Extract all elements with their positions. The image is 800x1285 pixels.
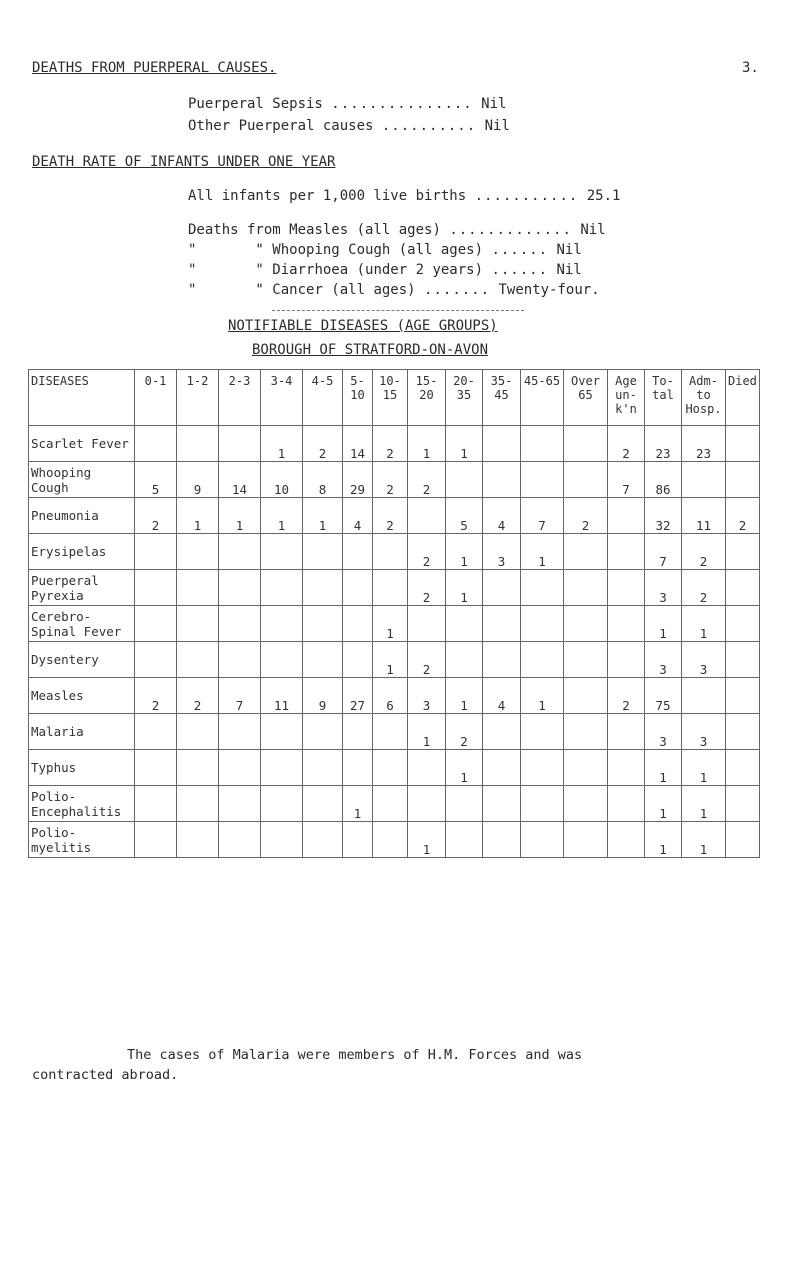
table-cell bbox=[177, 534, 219, 570]
table-cell bbox=[564, 606, 608, 642]
table-cell bbox=[303, 570, 343, 606]
other-puerperal-label: Other Puerperal causes bbox=[188, 118, 374, 134]
table-cell: 2 bbox=[408, 462, 446, 498]
table-cell bbox=[446, 642, 483, 678]
other-puerperal-line bbox=[188, 118, 510, 134]
table-cell bbox=[682, 678, 726, 714]
table-cell: 27 bbox=[343, 678, 373, 714]
table-header-row bbox=[29, 370, 760, 426]
table-row bbox=[29, 570, 760, 606]
deaths-measles-line bbox=[188, 222, 606, 238]
table-cell: 2 bbox=[177, 678, 219, 714]
table-cell bbox=[564, 714, 608, 750]
table-cell bbox=[483, 426, 521, 462]
table-cell bbox=[564, 462, 608, 498]
table-cell bbox=[219, 822, 261, 858]
leader-dots: ....... bbox=[424, 282, 491, 298]
table-cell bbox=[408, 498, 446, 534]
table-row bbox=[29, 822, 760, 858]
table-cell bbox=[564, 750, 608, 786]
table-cell: 8 bbox=[303, 462, 343, 498]
table-cell bbox=[564, 570, 608, 606]
table-cell: 5 bbox=[446, 498, 483, 534]
table-cell bbox=[521, 606, 564, 642]
other-puerperal-value: Nil bbox=[484, 118, 510, 134]
table-cell bbox=[408, 750, 446, 786]
leader-dots: ...... bbox=[491, 242, 549, 258]
disease-name: Dysentery bbox=[29, 642, 135, 678]
table-cell bbox=[608, 822, 645, 858]
table-cell bbox=[483, 750, 521, 786]
deaths-cancer-line bbox=[188, 282, 600, 298]
table-cell: 1 bbox=[373, 642, 408, 678]
table-cell bbox=[564, 678, 608, 714]
table-cell: 2 bbox=[564, 498, 608, 534]
table-cell bbox=[135, 750, 177, 786]
table-cell: 1 bbox=[446, 534, 483, 570]
leader-dots: ........... bbox=[474, 188, 579, 204]
deaths-value: Twenty-four. bbox=[498, 282, 600, 298]
table-cell: 1 bbox=[219, 498, 261, 534]
table-cell bbox=[177, 426, 219, 462]
table-cell bbox=[177, 786, 219, 822]
table-cell bbox=[261, 750, 303, 786]
table-cell bbox=[726, 822, 760, 858]
disease-name: Polio-myelitis bbox=[29, 822, 135, 858]
table-cell bbox=[135, 714, 177, 750]
table-cell bbox=[726, 462, 760, 498]
column-header: 15-20 bbox=[408, 370, 446, 426]
table-cell bbox=[261, 570, 303, 606]
table-cell bbox=[521, 426, 564, 462]
table-cell: 9 bbox=[303, 678, 343, 714]
deaths-label: Diarrhoea (under 2 years) bbox=[272, 262, 484, 278]
separator-rule bbox=[272, 310, 524, 311]
table-cell bbox=[483, 714, 521, 750]
table-cell: 1 bbox=[261, 426, 303, 462]
table-cell: 1 bbox=[645, 786, 682, 822]
table-cell bbox=[726, 678, 760, 714]
table-cell: 3 bbox=[682, 714, 726, 750]
table-cell bbox=[408, 786, 446, 822]
table-cell: 3 bbox=[645, 570, 682, 606]
table-cell bbox=[726, 642, 760, 678]
table-cell: 5 bbox=[135, 462, 177, 498]
leader-dots: .......... bbox=[381, 118, 477, 134]
table-cell bbox=[343, 822, 373, 858]
table-cell bbox=[135, 786, 177, 822]
table-cell: 2 bbox=[373, 426, 408, 462]
table-cell bbox=[177, 570, 219, 606]
infant-rate-value: 25.1 bbox=[586, 188, 621, 204]
table-cell: 1 bbox=[446, 570, 483, 606]
disease-name: Pneumonia bbox=[29, 498, 135, 534]
table-cell bbox=[303, 786, 343, 822]
table-cell bbox=[726, 426, 760, 462]
table-cell bbox=[608, 642, 645, 678]
disease-name: Typhus bbox=[29, 750, 135, 786]
column-header: Adm-to Hosp. bbox=[682, 370, 726, 426]
table-row bbox=[29, 462, 760, 498]
table-cell bbox=[446, 606, 483, 642]
table-cell bbox=[682, 462, 726, 498]
table-cell bbox=[373, 750, 408, 786]
column-header: 45-65 bbox=[521, 370, 564, 426]
table-cell: 2 bbox=[303, 426, 343, 462]
table-cell: 3 bbox=[645, 642, 682, 678]
table-cell bbox=[726, 786, 760, 822]
table-cell: 1 bbox=[373, 606, 408, 642]
table-cell: 6 bbox=[373, 678, 408, 714]
page-heading: DEATHS FROM PUERPERAL CAUSES. bbox=[32, 60, 277, 76]
table-cell bbox=[303, 714, 343, 750]
notifiable-heading: NOTIFIABLE DISEASES (AGE GROUPS) bbox=[228, 318, 498, 334]
table-body bbox=[29, 426, 760, 858]
table-cell: 86 bbox=[645, 462, 682, 498]
table-cell: 3 bbox=[483, 534, 521, 570]
table-cell bbox=[726, 606, 760, 642]
leader-dots: ...... bbox=[491, 262, 549, 278]
table-cell: 1 bbox=[521, 678, 564, 714]
column-header: 20-35 bbox=[446, 370, 483, 426]
table-cell: 1 bbox=[521, 534, 564, 570]
table-row bbox=[29, 426, 760, 462]
table-cell bbox=[261, 714, 303, 750]
table-cell bbox=[303, 642, 343, 678]
table-cell bbox=[564, 534, 608, 570]
table-cell bbox=[177, 714, 219, 750]
table-cell: 1 bbox=[645, 606, 682, 642]
table-cell bbox=[446, 822, 483, 858]
table-cell: 23 bbox=[682, 426, 726, 462]
table-cell bbox=[261, 822, 303, 858]
table-cell: 1 bbox=[303, 498, 343, 534]
table-cell bbox=[483, 822, 521, 858]
column-header: 3-4 bbox=[261, 370, 303, 426]
table-cell: 2 bbox=[373, 462, 408, 498]
disease-name: Scarlet Fever bbox=[29, 426, 135, 462]
table-cell: 14 bbox=[343, 426, 373, 462]
table-cell: 2 bbox=[682, 570, 726, 606]
table-cell bbox=[521, 822, 564, 858]
table-cell bbox=[726, 570, 760, 606]
table-cell: 11 bbox=[682, 498, 726, 534]
table-cell: 1 bbox=[343, 786, 373, 822]
deaths-diarrhoea-line bbox=[188, 262, 582, 278]
infant-rate-line bbox=[188, 188, 620, 204]
table-cell bbox=[135, 570, 177, 606]
table-cell: 7 bbox=[219, 678, 261, 714]
table-cell bbox=[135, 606, 177, 642]
table-row bbox=[29, 642, 760, 678]
table-cell bbox=[608, 534, 645, 570]
deaths-value: Nil bbox=[556, 262, 582, 278]
table-cell bbox=[564, 642, 608, 678]
table-cell: 7 bbox=[608, 462, 645, 498]
table-cell: 1 bbox=[682, 750, 726, 786]
borough-subheading: BOROUGH OF STRATFORD-ON-AVON bbox=[252, 342, 489, 358]
table-cell bbox=[608, 498, 645, 534]
table-cell bbox=[373, 534, 408, 570]
table-cell bbox=[135, 822, 177, 858]
table-cell bbox=[608, 786, 645, 822]
table-cell bbox=[446, 786, 483, 822]
table-cell bbox=[261, 606, 303, 642]
table-row bbox=[29, 714, 760, 750]
table-cell: 2 bbox=[446, 714, 483, 750]
table-cell bbox=[373, 570, 408, 606]
table-cell bbox=[564, 426, 608, 462]
table-cell: 2 bbox=[135, 498, 177, 534]
table-cell: 1 bbox=[446, 678, 483, 714]
table-cell bbox=[483, 606, 521, 642]
table-cell: 1 bbox=[682, 606, 726, 642]
table-cell: 1 bbox=[408, 714, 446, 750]
table-cell bbox=[303, 606, 343, 642]
table-cell bbox=[564, 822, 608, 858]
table-cell: 1 bbox=[682, 786, 726, 822]
column-header: 0-1 bbox=[135, 370, 177, 426]
table-cell bbox=[219, 714, 261, 750]
column-header: 4-5 bbox=[303, 370, 343, 426]
table-cell: 4 bbox=[343, 498, 373, 534]
puerperal-sepsis-label: Puerperal Sepsis bbox=[188, 96, 323, 112]
table-cell bbox=[608, 606, 645, 642]
table-cell: 1 bbox=[408, 426, 446, 462]
table-cell bbox=[608, 750, 645, 786]
table-cell bbox=[373, 714, 408, 750]
table-cell: 1 bbox=[645, 822, 682, 858]
disease-name: Erysipelas bbox=[29, 534, 135, 570]
table-cell bbox=[408, 606, 446, 642]
table-cell bbox=[343, 534, 373, 570]
table-cell: 4 bbox=[483, 498, 521, 534]
table-cell bbox=[177, 642, 219, 678]
column-header: Age un-k'n bbox=[608, 370, 645, 426]
table-cell bbox=[135, 534, 177, 570]
table-cell bbox=[521, 786, 564, 822]
table-cell bbox=[521, 570, 564, 606]
notifiable-diseases-table bbox=[28, 369, 760, 858]
table-cell bbox=[373, 822, 408, 858]
table-cell: 2 bbox=[608, 426, 645, 462]
table-cell: 2 bbox=[408, 534, 446, 570]
table-row bbox=[29, 498, 760, 534]
table-cell: 2 bbox=[726, 498, 760, 534]
table-cell bbox=[219, 570, 261, 606]
table-cell: 2 bbox=[408, 642, 446, 678]
table-cell bbox=[483, 570, 521, 606]
deaths-value: Nil bbox=[580, 222, 606, 238]
table-cell bbox=[261, 642, 303, 678]
table-cell bbox=[219, 534, 261, 570]
deaths-label: Cancer (all ages) bbox=[272, 282, 416, 298]
column-header: 1-2 bbox=[177, 370, 219, 426]
infant-death-rate-heading: DEATH RATE OF INFANTS UNDER ONE YEAR bbox=[32, 154, 336, 170]
table-cell bbox=[303, 750, 343, 786]
table-cell: 9 bbox=[177, 462, 219, 498]
table-cell: 7 bbox=[645, 534, 682, 570]
table-cell bbox=[219, 426, 261, 462]
table-cell: 11 bbox=[261, 678, 303, 714]
table-cell: 1 bbox=[645, 750, 682, 786]
table-cell bbox=[373, 786, 408, 822]
table-cell bbox=[521, 642, 564, 678]
table-cell bbox=[483, 462, 521, 498]
column-header: To-tal bbox=[645, 370, 682, 426]
table-cell bbox=[726, 750, 760, 786]
table-row bbox=[29, 534, 760, 570]
table-cell bbox=[446, 462, 483, 498]
table-cell: 32 bbox=[645, 498, 682, 534]
column-header: 5-10 bbox=[343, 370, 373, 426]
table-cell bbox=[303, 534, 343, 570]
table-row bbox=[29, 786, 760, 822]
deaths-label: Measles (all ages) bbox=[289, 222, 441, 238]
table-cell bbox=[219, 786, 261, 822]
table-cell bbox=[343, 714, 373, 750]
table-cell bbox=[303, 822, 343, 858]
column-header-diseases: DISEASES bbox=[29, 370, 135, 426]
table-cell: 75 bbox=[645, 678, 682, 714]
table-cell: 4 bbox=[483, 678, 521, 714]
table-cell bbox=[608, 570, 645, 606]
table-cell bbox=[608, 714, 645, 750]
table-cell: 29 bbox=[343, 462, 373, 498]
table-cell bbox=[177, 750, 219, 786]
table-row bbox=[29, 606, 760, 642]
table-cell bbox=[177, 822, 219, 858]
disease-name: Polio-Encephalitis bbox=[29, 786, 135, 822]
table-cell bbox=[135, 426, 177, 462]
table-cell: 2 bbox=[135, 678, 177, 714]
leader-dots: ............. bbox=[449, 222, 572, 238]
table-cell bbox=[521, 750, 564, 786]
table-cell bbox=[177, 606, 219, 642]
table-cell bbox=[521, 462, 564, 498]
table-cell: 1 bbox=[682, 822, 726, 858]
page-number: 3. bbox=[742, 60, 759, 76]
table-cell bbox=[726, 714, 760, 750]
table-cell: 3 bbox=[682, 642, 726, 678]
table-cell: 2 bbox=[408, 570, 446, 606]
table-cell bbox=[261, 786, 303, 822]
footnote-line-2: contracted abroad. bbox=[32, 1067, 179, 1083]
table-cell: 7 bbox=[521, 498, 564, 534]
table-cell bbox=[135, 642, 177, 678]
table-cell: 2 bbox=[608, 678, 645, 714]
table-cell bbox=[343, 606, 373, 642]
leader-dots: ............... bbox=[331, 96, 473, 112]
column-header: Over 65 bbox=[564, 370, 608, 426]
table-cell bbox=[343, 642, 373, 678]
column-header: Died bbox=[726, 370, 760, 426]
table-cell bbox=[219, 750, 261, 786]
puerperal-sepsis-line bbox=[188, 96, 506, 112]
table-cell: 3 bbox=[645, 714, 682, 750]
table-cell bbox=[219, 606, 261, 642]
column-header: 2-3 bbox=[219, 370, 261, 426]
table-row bbox=[29, 750, 760, 786]
disease-name: Measles bbox=[29, 678, 135, 714]
deaths-prefix: Deaths from bbox=[188, 222, 281, 238]
table-cell: 23 bbox=[645, 426, 682, 462]
disease-name: Whooping Cough bbox=[29, 462, 135, 498]
puerperal-sepsis-value: Nil bbox=[481, 96, 507, 112]
footnote-line-1: The cases of Malaria were members of H.M. Forces and was bbox=[127, 1047, 583, 1063]
deaths-whooping-line bbox=[188, 242, 582, 258]
table-cell bbox=[343, 750, 373, 786]
column-header: 10-15 bbox=[373, 370, 408, 426]
table-cell: 1 bbox=[408, 822, 446, 858]
table-cell bbox=[521, 714, 564, 750]
table-cell bbox=[219, 642, 261, 678]
deaths-value: Nil bbox=[556, 242, 582, 258]
table-cell: 2 bbox=[682, 534, 726, 570]
infant-rate-label: All infants per 1,000 live births bbox=[188, 188, 467, 204]
table-cell: 1 bbox=[446, 750, 483, 786]
table-cell bbox=[483, 642, 521, 678]
disease-name: Puerperal Pyrexia bbox=[29, 570, 135, 606]
table-cell: 14 bbox=[219, 462, 261, 498]
deaths-label: Whooping Cough (all ages) bbox=[272, 242, 484, 258]
table-cell bbox=[483, 786, 521, 822]
ditto-prefix: " " bbox=[188, 282, 264, 298]
table-cell: 1 bbox=[446, 426, 483, 462]
table-cell bbox=[261, 534, 303, 570]
disease-name: Malaria bbox=[29, 714, 135, 750]
table-cell: 1 bbox=[177, 498, 219, 534]
ditto-prefix: " " bbox=[188, 262, 264, 278]
table-cell: 10 bbox=[261, 462, 303, 498]
disease-name: Cerebro-Spinal Fever bbox=[29, 606, 135, 642]
table-row bbox=[29, 678, 760, 714]
table-cell bbox=[564, 786, 608, 822]
ditto-prefix: " " bbox=[188, 242, 264, 258]
table-cell: 2 bbox=[373, 498, 408, 534]
table-cell: 3 bbox=[408, 678, 446, 714]
table-cell bbox=[726, 534, 760, 570]
table-cell: 1 bbox=[261, 498, 303, 534]
column-header: 35-45 bbox=[483, 370, 521, 426]
table-cell bbox=[343, 570, 373, 606]
